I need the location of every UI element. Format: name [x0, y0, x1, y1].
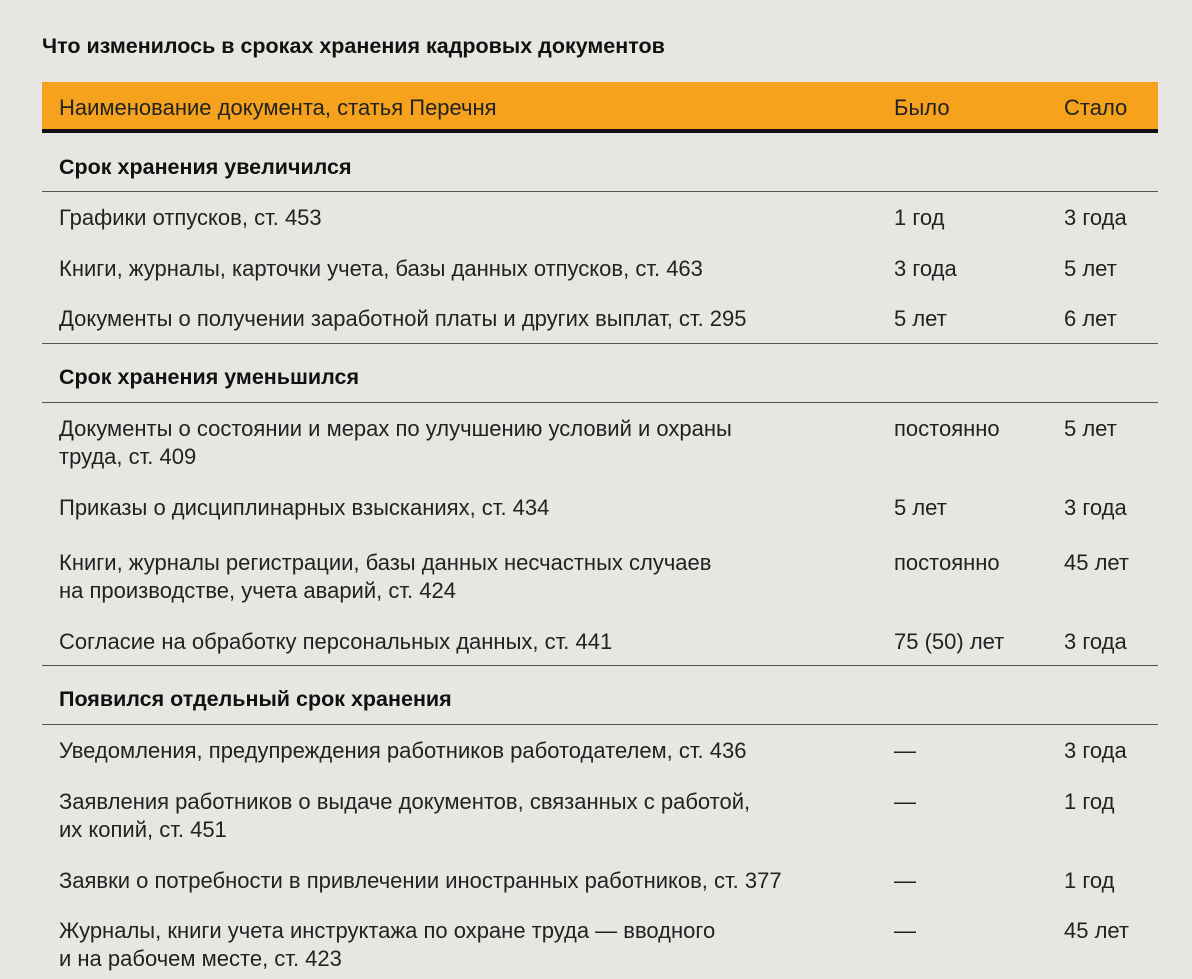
term-was: 3 года [894, 256, 957, 281]
term-was: 75 (50) лет [894, 629, 1005, 654]
section-divider [42, 665, 1158, 666]
term-was: 1 год [894, 205, 945, 230]
term-now: 5 лет [1064, 416, 1117, 441]
doc-name: Уведомления, предупреждения работников работодателем, ст. 436 [59, 738, 747, 763]
doc-name: Документы о получении заработной платы и других выплат, ст. 295 [59, 306, 747, 331]
page-title: Что изменилось в сроках хранения кадровых документов [42, 34, 665, 58]
header-col-now: Стало [1064, 95, 1128, 120]
header-col-was: Было [894, 95, 950, 120]
term-now: 5 лет [1064, 256, 1117, 281]
doc-name: Приказы о дисциплинарных взысканиях, ст. 434 [59, 495, 550, 520]
term-now: 3 года [1064, 629, 1127, 654]
term-now: 1 год [1064, 789, 1115, 814]
section-divider [42, 724, 1158, 725]
term-now: 45 лет [1064, 918, 1130, 943]
term-was: постоянно [894, 550, 1000, 575]
term-was: постоянно [894, 416, 1000, 441]
term-now: 1 год [1064, 868, 1115, 893]
section-title-decreased: Срок хранения уменьшился [59, 365, 359, 389]
term-was: 5 лет [894, 306, 947, 331]
doc-name: Графики отпусков, ст. 453 [59, 205, 322, 230]
term-now: 3 года [1064, 738, 1127, 763]
section-divider [42, 402, 1158, 403]
term-was: — [894, 738, 916, 763]
section-title-increased: Срок хранения увеличился [59, 155, 352, 179]
term-now: 6 лет [1064, 306, 1117, 331]
header-col-name: Наименование документа, статья Перечня [59, 95, 497, 120]
term-now: 3 года [1064, 205, 1127, 230]
doc-name: Заявки о потребности в привлечении иностранных работников, ст. 377 [59, 868, 782, 893]
doc-name: Журналы, книги учета инструктажа по охране труда — вводного и на рабочем месте, ст. 423 [59, 918, 716, 971]
term-now: 45 лет [1064, 550, 1130, 575]
term-was: — [894, 789, 916, 814]
doc-name: Документы о состоянии и мерах по улучшению условий и охраны труда, ст. 409 [59, 416, 732, 469]
table-header [42, 82, 1158, 133]
section-divider [42, 191, 1158, 192]
doc-name: Заявления работников о выдаче документов, связанных с работой, их копий, ст. 451 [59, 789, 751, 842]
term-was: — [894, 868, 916, 893]
section-title-new: Появился отдельный срок хранения [59, 687, 452, 711]
section-divider [42, 343, 1158, 344]
term-now: 3 года [1064, 495, 1127, 520]
term-was: — [894, 918, 916, 943]
doc-name: Согласие на обработку персональных данных, ст. 441 [59, 629, 613, 654]
doc-name: Книги, журналы, карточки учета, базы данных отпусков, ст. 463 [59, 256, 703, 281]
term-was: 5 лет [894, 495, 947, 520]
doc-name: Книги, журналы регистрации, базы данных несчастных случаев на производстве, учета аварий, ст. 424 [59, 550, 712, 603]
